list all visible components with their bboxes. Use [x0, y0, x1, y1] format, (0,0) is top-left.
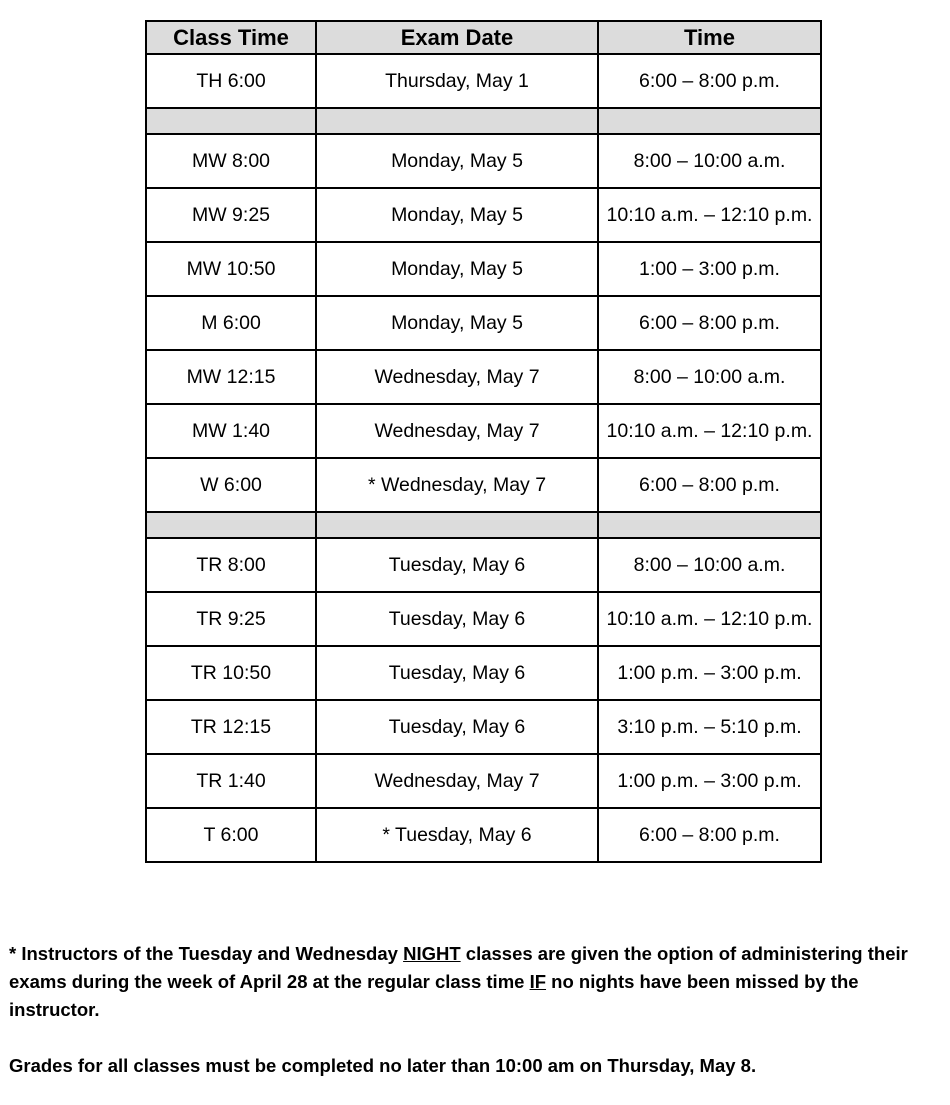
table-row: [146, 242, 821, 296]
cell-exam-date: * Wednesday, May 7: [316, 458, 598, 512]
header-time: Time: [598, 21, 821, 54]
separator-row: [146, 108, 821, 134]
table-row: [146, 404, 821, 458]
cell-time: 1:00 p.m. – 3:00 p.m.: [598, 646, 821, 700]
note-text-start: * Instructors of the Tuesday and Wednesday: [9, 943, 404, 964]
separator-cell: [316, 512, 598, 538]
cell-time: 10:10 a.m. – 12:10 p.m.: [598, 188, 821, 242]
cell-exam-date: Tuesday, May 6: [316, 538, 598, 592]
cell-time: 10:10 a.m. – 12:10 p.m.: [598, 592, 821, 646]
table-row: [146, 350, 821, 404]
notes-section: [9, 940, 944, 1080]
night-classes-note: [9, 940, 944, 1024]
cell-class-time: TR 12:15: [146, 700, 316, 754]
cell-time: 6:00 – 8:00 p.m.: [598, 808, 821, 862]
separator-cell: [146, 108, 316, 134]
note-text-end: no nights have been missed by the instructor.: [9, 971, 859, 1020]
cell-time: 6:00 – 8:00 p.m.: [598, 458, 821, 512]
cell-class-time: TR 8:00: [146, 538, 316, 592]
cell-exam-date: Monday, May 5: [316, 242, 598, 296]
cell-exam-date: Thursday, May 1: [316, 54, 598, 108]
table-row: [146, 134, 821, 188]
header-class-time: Class Time: [146, 21, 316, 54]
cell-time: 8:00 – 10:00 a.m.: [598, 538, 821, 592]
cell-class-time: TR 10:50: [146, 646, 316, 700]
cell-time: 6:00 – 8:00 p.m.: [598, 54, 821, 108]
cell-class-time: MW 8:00: [146, 134, 316, 188]
table-row: [146, 754, 821, 808]
note-night-emphasis: NIGHT: [403, 943, 461, 964]
cell-exam-date: Monday, May 5: [316, 296, 598, 350]
note-if-emphasis: IF: [529, 971, 547, 992]
table-row: [146, 700, 821, 754]
table-row: [146, 458, 821, 512]
cell-time: 8:00 – 10:00 a.m.: [598, 134, 821, 188]
cell-class-time: MW 1:40: [146, 404, 316, 458]
cell-time: 1:00 – 3:00 p.m.: [598, 242, 821, 296]
table-row: [146, 188, 821, 242]
table-row: [146, 538, 821, 592]
separator-cell: [316, 108, 598, 134]
separator-row: [146, 512, 821, 538]
cell-exam-date: Wednesday, May 7: [316, 404, 598, 458]
cell-class-time: M 6:00: [146, 296, 316, 350]
cell-time: 8:00 – 10:00 a.m.: [598, 350, 821, 404]
cell-exam-date: Tuesday, May 6: [316, 592, 598, 646]
cell-time: 6:00 – 8:00 p.m.: [598, 296, 821, 350]
cell-class-time: MW 9:25: [146, 188, 316, 242]
cell-time: 1:00 p.m. – 3:00 p.m.: [598, 754, 821, 808]
cell-exam-date: Wednesday, May 7: [316, 350, 598, 404]
table-row: [146, 646, 821, 700]
table-row: [146, 808, 821, 862]
header-row: [146, 21, 821, 54]
table-row: [146, 592, 821, 646]
cell-exam-date: Monday, May 5: [316, 134, 598, 188]
table-row: [146, 296, 821, 350]
cell-class-time: MW 10:50: [146, 242, 316, 296]
cell-exam-date: * Tuesday, May 6: [316, 808, 598, 862]
grades-deadline-note: Grades for all classes must be completed no later than 10:00 am on Thursday, May 8.: [9, 1055, 757, 1076]
cell-class-time: TR 9:25: [146, 592, 316, 646]
cell-class-time: W 6:00: [146, 458, 316, 512]
cell-exam-date: Wednesday, May 7: [316, 754, 598, 808]
cell-time: 3:10 p.m. – 5:10 p.m.: [598, 700, 821, 754]
table-body: [146, 54, 821, 862]
separator-cell: [598, 108, 821, 134]
cell-class-time: MW 12:15: [146, 350, 316, 404]
separator-cell: [146, 512, 316, 538]
note-text-middle: classes are given the option of administering their exams during the week of April 28 at the regular class time: [9, 943, 908, 992]
separator-cell: [598, 512, 821, 538]
exam-schedule-table: [145, 20, 822, 863]
cell-class-time: TR 1:40: [146, 754, 316, 808]
header-exam-date: Exam Date: [316, 21, 598, 54]
cell-exam-date: Tuesday, May 6: [316, 646, 598, 700]
cell-class-time: T 6:00: [146, 808, 316, 862]
cell-exam-date: Monday, May 5: [316, 188, 598, 242]
table-row: [146, 54, 821, 108]
cell-time: 10:10 a.m. – 12:10 p.m.: [598, 404, 821, 458]
cell-exam-date: Tuesday, May 6: [316, 700, 598, 754]
cell-class-time: TH 6:00: [146, 54, 316, 108]
